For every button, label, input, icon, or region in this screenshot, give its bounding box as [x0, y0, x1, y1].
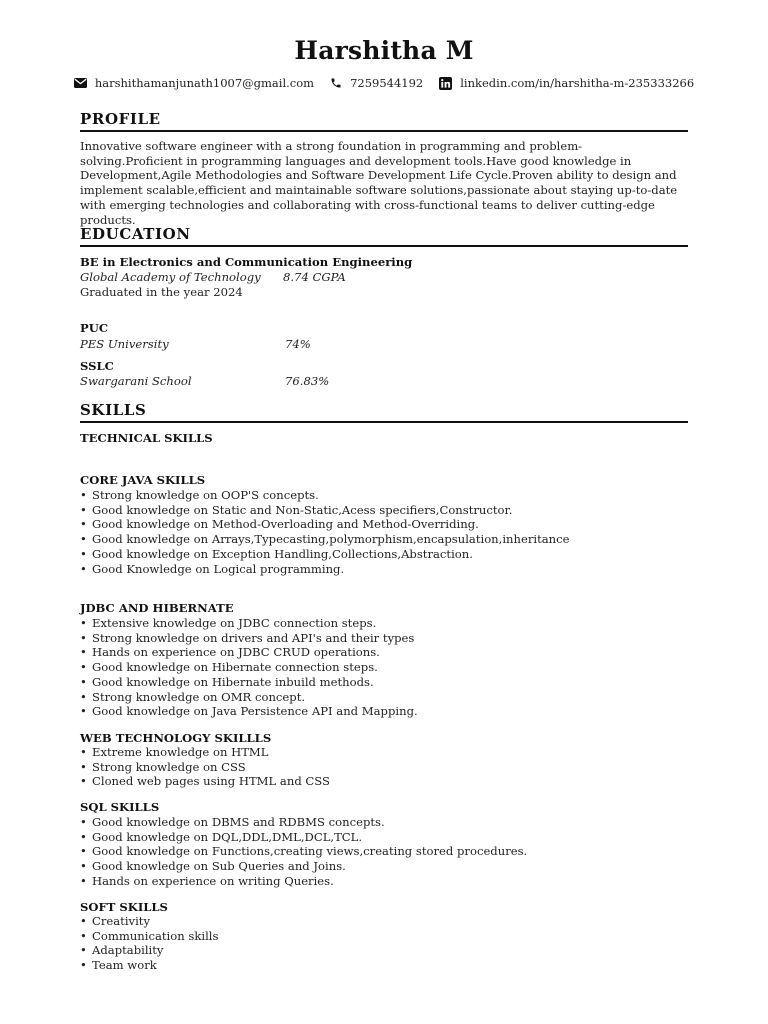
- puc-degree: PUC: [80, 321, 109, 335]
- technical-skills-heading: TECHNICAL SKILLS: [80, 431, 213, 445]
- skill-group-title: CORE JAVA SKILLS: [80, 473, 206, 487]
- email-contact[interactable]: [74, 76, 314, 90]
- list-item: • Good knowledge on DBMS and RDBMS concepts.: [80, 815, 527, 830]
- list-item: • Good knowledge on Java Persistence API and Mapping.: [80, 704, 418, 719]
- phone-icon: [330, 77, 342, 89]
- list-item: • Hands on experience on JDBC CRUD operations.: [80, 645, 418, 660]
- list-item: • Extreme knowledge on HTML: [80, 745, 330, 760]
- list-item: • Creativity: [80, 914, 218, 929]
- skill-group-title: SOFT SKILLS: [80, 900, 168, 914]
- list-item: • Good knowledge on Hibernate connection steps.: [80, 660, 418, 675]
- skill-group-title: SQL SKILLS: [80, 800, 160, 814]
- linkedin-text[interactable]: linkedin.com/in/harshitha-m-235333266: [460, 76, 695, 90]
- list-item: • Good knowledge on DQL,DDL,DML,DCL,TCL.: [80, 830, 527, 845]
- sql-skill-list: [80, 815, 527, 889]
- phone-contact[interactable]: [330, 76, 423, 90]
- skill-group-title: JDBC AND HIBERNATE: [80, 601, 234, 615]
- email-text[interactable]: harshithamanjunath1007@gmail.com: [94, 76, 315, 90]
- skills-heading: SKILLS: [80, 401, 688, 423]
- sslc-score: 76.83%: [285, 374, 330, 388]
- list-item: • Hands on experience on writing Queries.: [80, 874, 527, 889]
- list-item: • Strong knowledge on OMR concept.: [80, 690, 418, 705]
- sslc-degree: SSLC: [80, 359, 114, 373]
- jdbc-skill-list: [80, 616, 418, 719]
- contact-bar: [80, 76, 695, 90]
- list-item: • Extensive knowledge on JDBC connection steps.: [80, 616, 418, 631]
- list-item: • Good knowledge on Exception Handling,Collections,Abstraction.: [80, 547, 569, 562]
- list-item: • Good knowledge on Static and Non-Static,Acess specifiers,Constructor.: [80, 503, 569, 518]
- phone-text[interactable]: 7259544192: [350, 76, 424, 90]
- list-item: • Good knowledge on Method-Overloading and Method-Overriding.: [80, 517, 569, 532]
- web-skill-list: [80, 745, 330, 789]
- list-item: • Good knowledge on Functions,creating views,creating stored procedures.: [80, 844, 527, 859]
- skill-group-title: WEB TECHNOLOGY SKILLLS: [80, 731, 272, 745]
- list-item: • Team work: [80, 958, 218, 973]
- profile-heading: PROFILE: [80, 110, 688, 132]
- sslc-school: Swargarani School: [80, 374, 192, 388]
- core-java-skill-list: [80, 488, 569, 576]
- list-item: • Communication skills: [80, 929, 218, 944]
- candidate-name: Harshitha M: [294, 36, 474, 65]
- list-item: • Good Knowledge on Logical programming.: [80, 562, 569, 577]
- profile-summary: Innovative software engineer with a strong foundation in programming and problem-solving.Proficient in programming languages and development tools.Have good knowledge in Development,Agile Methodologies and Software Development Life Cycle.Proven ability to design and implement scalable,efficient and maintainable software solutions,passionate about staying up-to-date with emerging technologies and collaborating with cross-functional teams to deliver cutting-edge products.: [80, 139, 678, 227]
- list-item: • Good knowledge on Arrays,Typecasting,polymorphism,encapsulation,inheritance: [80, 532, 569, 547]
- list-item: • Cloned web pages using HTML and CSS: [80, 774, 330, 789]
- be-degree: BE in Electronics and Communication Engineering: [80, 255, 413, 269]
- envelope-icon: [74, 78, 87, 88]
- list-item: • Good knowledge on Hibernate inbuild methods.: [80, 675, 418, 690]
- linkedin-icon: [439, 77, 452, 90]
- soft-skill-list: [80, 914, 218, 973]
- list-item: • Adaptability: [80, 943, 218, 958]
- list-item: • Strong knowledge on CSS: [80, 760, 330, 775]
- be-score: 8.74 CGPA: [283, 270, 346, 284]
- puc-score: 74%: [285, 337, 311, 351]
- be-graduation-note: Graduated in the year 2024: [80, 285, 243, 299]
- be-school: Global Academy of Technology: [80, 270, 261, 284]
- list-item: • Strong knowledge on drivers and API's and their types: [80, 631, 418, 646]
- puc-school: PES University: [80, 337, 169, 351]
- linkedin-contact[interactable]: [439, 76, 694, 90]
- list-item: • Good knowledge on Sub Queries and Joins.: [80, 859, 527, 874]
- education-heading: EDUCATION: [80, 225, 688, 247]
- list-item: • Strong knowledge on OOP'S concepts.: [80, 488, 569, 503]
